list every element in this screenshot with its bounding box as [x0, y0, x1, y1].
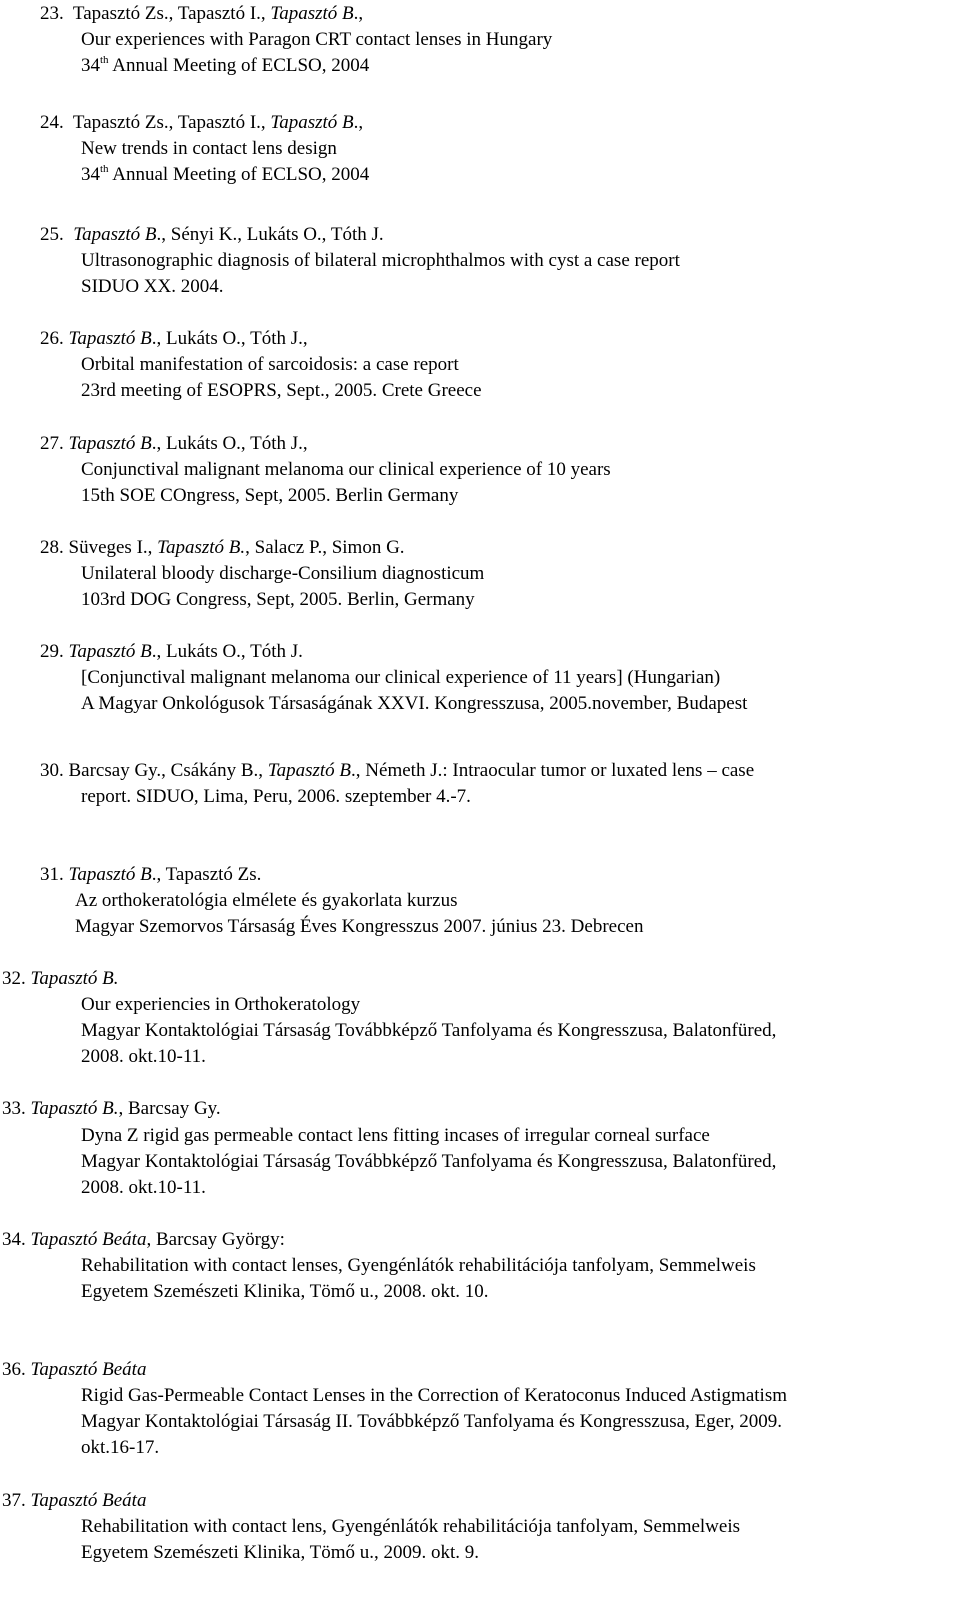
entry-37-line-2: Egyetem Szemészeti Klinika, Tömő u., 2009. okt. 9. [81, 1542, 480, 1563]
entry-number: 29. [40, 641, 64, 662]
entry-number: 32. [2, 968, 26, 989]
entry-23-title: Our experiences with Paragon CRT contact lenses in Hungary [81, 29, 553, 50]
entry-37-header [2, 1489, 146, 1513]
entry-28-line-1: Unilateral bloody discharge-Consilium diagnosticum [81, 563, 485, 584]
entry-number: 26. [40, 328, 64, 349]
entry-34-line-2: Egyetem Szemészeti Klinika, Tömő u., 2008. okt. 10. [81, 1281, 489, 1302]
entry-37-line-1: Rehabilitation with contact lens, Gyengénlátók rehabilitációja tanfolyam, Semmelweis [81, 1516, 741, 1537]
entry-29-line-2: A Magyar Onkológusok Társaságának XXVI. Kongresszusa, 2005.november, Budapest [81, 693, 748, 714]
entry-26-header [40, 327, 308, 351]
entry-number: 23. [40, 3, 64, 24]
entry-29-header [40, 640, 303, 664]
author-text-italic: Tapasztó B [267, 760, 352, 781]
entry-33-line-2: Magyar Kontaktológiai Társaság Továbbképző Tanfolyama és Kongresszusa, Balatonfüred, [81, 1151, 777, 1172]
entry-30-line-1: report. SIDUO, Lima, Peru, 2006. szeptember 4.-7. [81, 786, 471, 807]
entry-34-line-1: Rehabilitation with contact lenses, Gyengénlátók rehabilitációja tanfolyam, Semmelweis [81, 1255, 756, 1276]
entry-24-title: New trends in contact lens design [81, 138, 337, 159]
entry-36-header [2, 1358, 146, 1382]
entry-23-header [40, 2, 363, 26]
author-text-italic: Tapasztó B [73, 224, 157, 245]
author-text: , Barcsay Gy. [118, 1098, 221, 1119]
author-text-italic: Tapasztó Beáta [30, 1229, 147, 1250]
author-text-italic: Tapasztó B. [157, 537, 246, 558]
entry-28-header [40, 536, 405, 560]
author-text: ., Lukáts O., Tóth J., [151, 433, 308, 454]
entry-number: 24. [40, 112, 64, 133]
entry-32-line-1: Our experiencies in Orthokeratology [81, 994, 361, 1015]
author-text: Tapasztó Zs., Tapasztó I., [72, 3, 271, 24]
author-text: ., Tapasztó Zs. [151, 864, 262, 885]
author-text: Tapasztó Zs., Tapasztó I., [72, 112, 271, 133]
author-text: ., Lukáts O., Tóth J., [151, 328, 308, 349]
entry-27-line-2: 15th SOE COngress, Sept, 2005. Berlin Germany [81, 485, 459, 506]
author-text-italic: Tapasztó B [270, 3, 354, 24]
author-text-italic: Tapasztó B [68, 328, 152, 349]
entry-27-line-1: Conjunctival malignant melanoma our clinical experience of 10 years [81, 459, 611, 480]
author-text-italic: Tapasztó B [68, 641, 152, 662]
entry-36-line-3: okt.16-17. [81, 1437, 160, 1458]
entry-33-line-3: 2008. okt.10-11. [81, 1177, 206, 1198]
author-text-italic: Tapasztó B. [30, 968, 119, 989]
entry-33-line-1: Dyna Z rigid gas permeable contact lens fitting incases of irregular corneal surface [81, 1125, 710, 1146]
entry-number: 36. [2, 1359, 26, 1380]
entry-26-line-1: Orbital manifestation of sarcoidosis: a case report [81, 354, 459, 375]
entry-number: 33. [2, 1098, 26, 1119]
entry-36-line-2: Magyar Kontaktológiai Társaság II. Továbbképző Tanfolyama és Kongresszusa, Eger, 2009. [81, 1411, 782, 1432]
author-text: , Salacz P., Simon G. [245, 537, 405, 558]
entry-25-line-2: SIDUO XX. 2004. [81, 276, 224, 297]
entry-26-line-2: 23rd meeting of ESOPRS, Sept., 2005. Crete Greece [81, 380, 482, 401]
entry-33-header [2, 1097, 221, 1121]
author-text-italic: Tapasztó B. [30, 1098, 119, 1119]
author-text-italic: Tapasztó Beáta [30, 1359, 147, 1380]
entry-31-header [40, 863, 261, 887]
entry-24-venue: 34th Annual Meeting of ECLSO, 2004 [81, 163, 370, 185]
entry-31-line-1: Az orthokeratológia elmélete és gyakorlata kurzus [75, 890, 458, 911]
entry-32-line-2: Magyar Kontaktológiai Társaság Továbbképző Tanfolyama és Kongresszusa, Balatonfüred, [81, 1020, 777, 1041]
entry-34-header [2, 1228, 285, 1252]
entry-number: 28. [40, 537, 64, 558]
author-text-italic: Tapasztó B [270, 112, 354, 133]
entry-number: 34. [2, 1229, 26, 1250]
author-text-italic: Tapasztó Beáta [30, 1490, 147, 1511]
entry-32-header [2, 967, 119, 991]
entry-31-line-2: Magyar Szemorvos Társaság Éves Kongresszus 2007. június 23. Debrecen [75, 916, 644, 937]
entry-25-line-1: Ultrasonographic diagnosis of bilateral microphthalmos with cyst a case report [81, 250, 680, 271]
author-text-italic: Tapasztó B [68, 864, 152, 885]
author-text: ., [353, 3, 364, 24]
entry-32-line-3: 2008. okt.10-11. [81, 1046, 206, 1067]
entry-number: 25. [40, 224, 64, 245]
entry-36-line-1: Rigid Gas-Permeable Contact Lenses in the Correction of Keratoconus Induced Astigmatism [81, 1385, 787, 1406]
author-text: ., [353, 112, 364, 133]
entry-29-line-1: [Conjunctival malignant melanoma our clinical experience of 11 years] (Hungarian) [81, 667, 721, 688]
entry-25-header [40, 223, 384, 247]
entry-30-header [40, 759, 754, 783]
entry-24-header [40, 111, 363, 135]
author-text-italic: Tapasztó B [68, 433, 152, 454]
entry-number: 31. [40, 864, 64, 885]
entry-23-venue: 34th Annual Meeting of ECLSO, 2004 [81, 54, 370, 76]
entry-number: 30. [40, 760, 64, 781]
entry-number: 37. [2, 1490, 26, 1511]
author-text: Barcsay Gy., Csákány B., [68, 760, 268, 781]
author-text: , Barcsay György: [146, 1229, 285, 1250]
entry-27-header [40, 432, 308, 456]
entry-number: 27. [40, 433, 64, 454]
author-text: ., Lukáts O., Tóth J. [151, 641, 303, 662]
author-text: ., Sényi K., Lukáts O., Tóth J. [156, 224, 384, 245]
entry-28-line-2: 103rd DOG Congress, Sept, 2005. Berlin, Germany [81, 589, 475, 610]
author-text: ., Németh J.: Intraocular tumor or luxated lens – case [351, 760, 755, 781]
author-text: Süveges I., [68, 537, 158, 558]
